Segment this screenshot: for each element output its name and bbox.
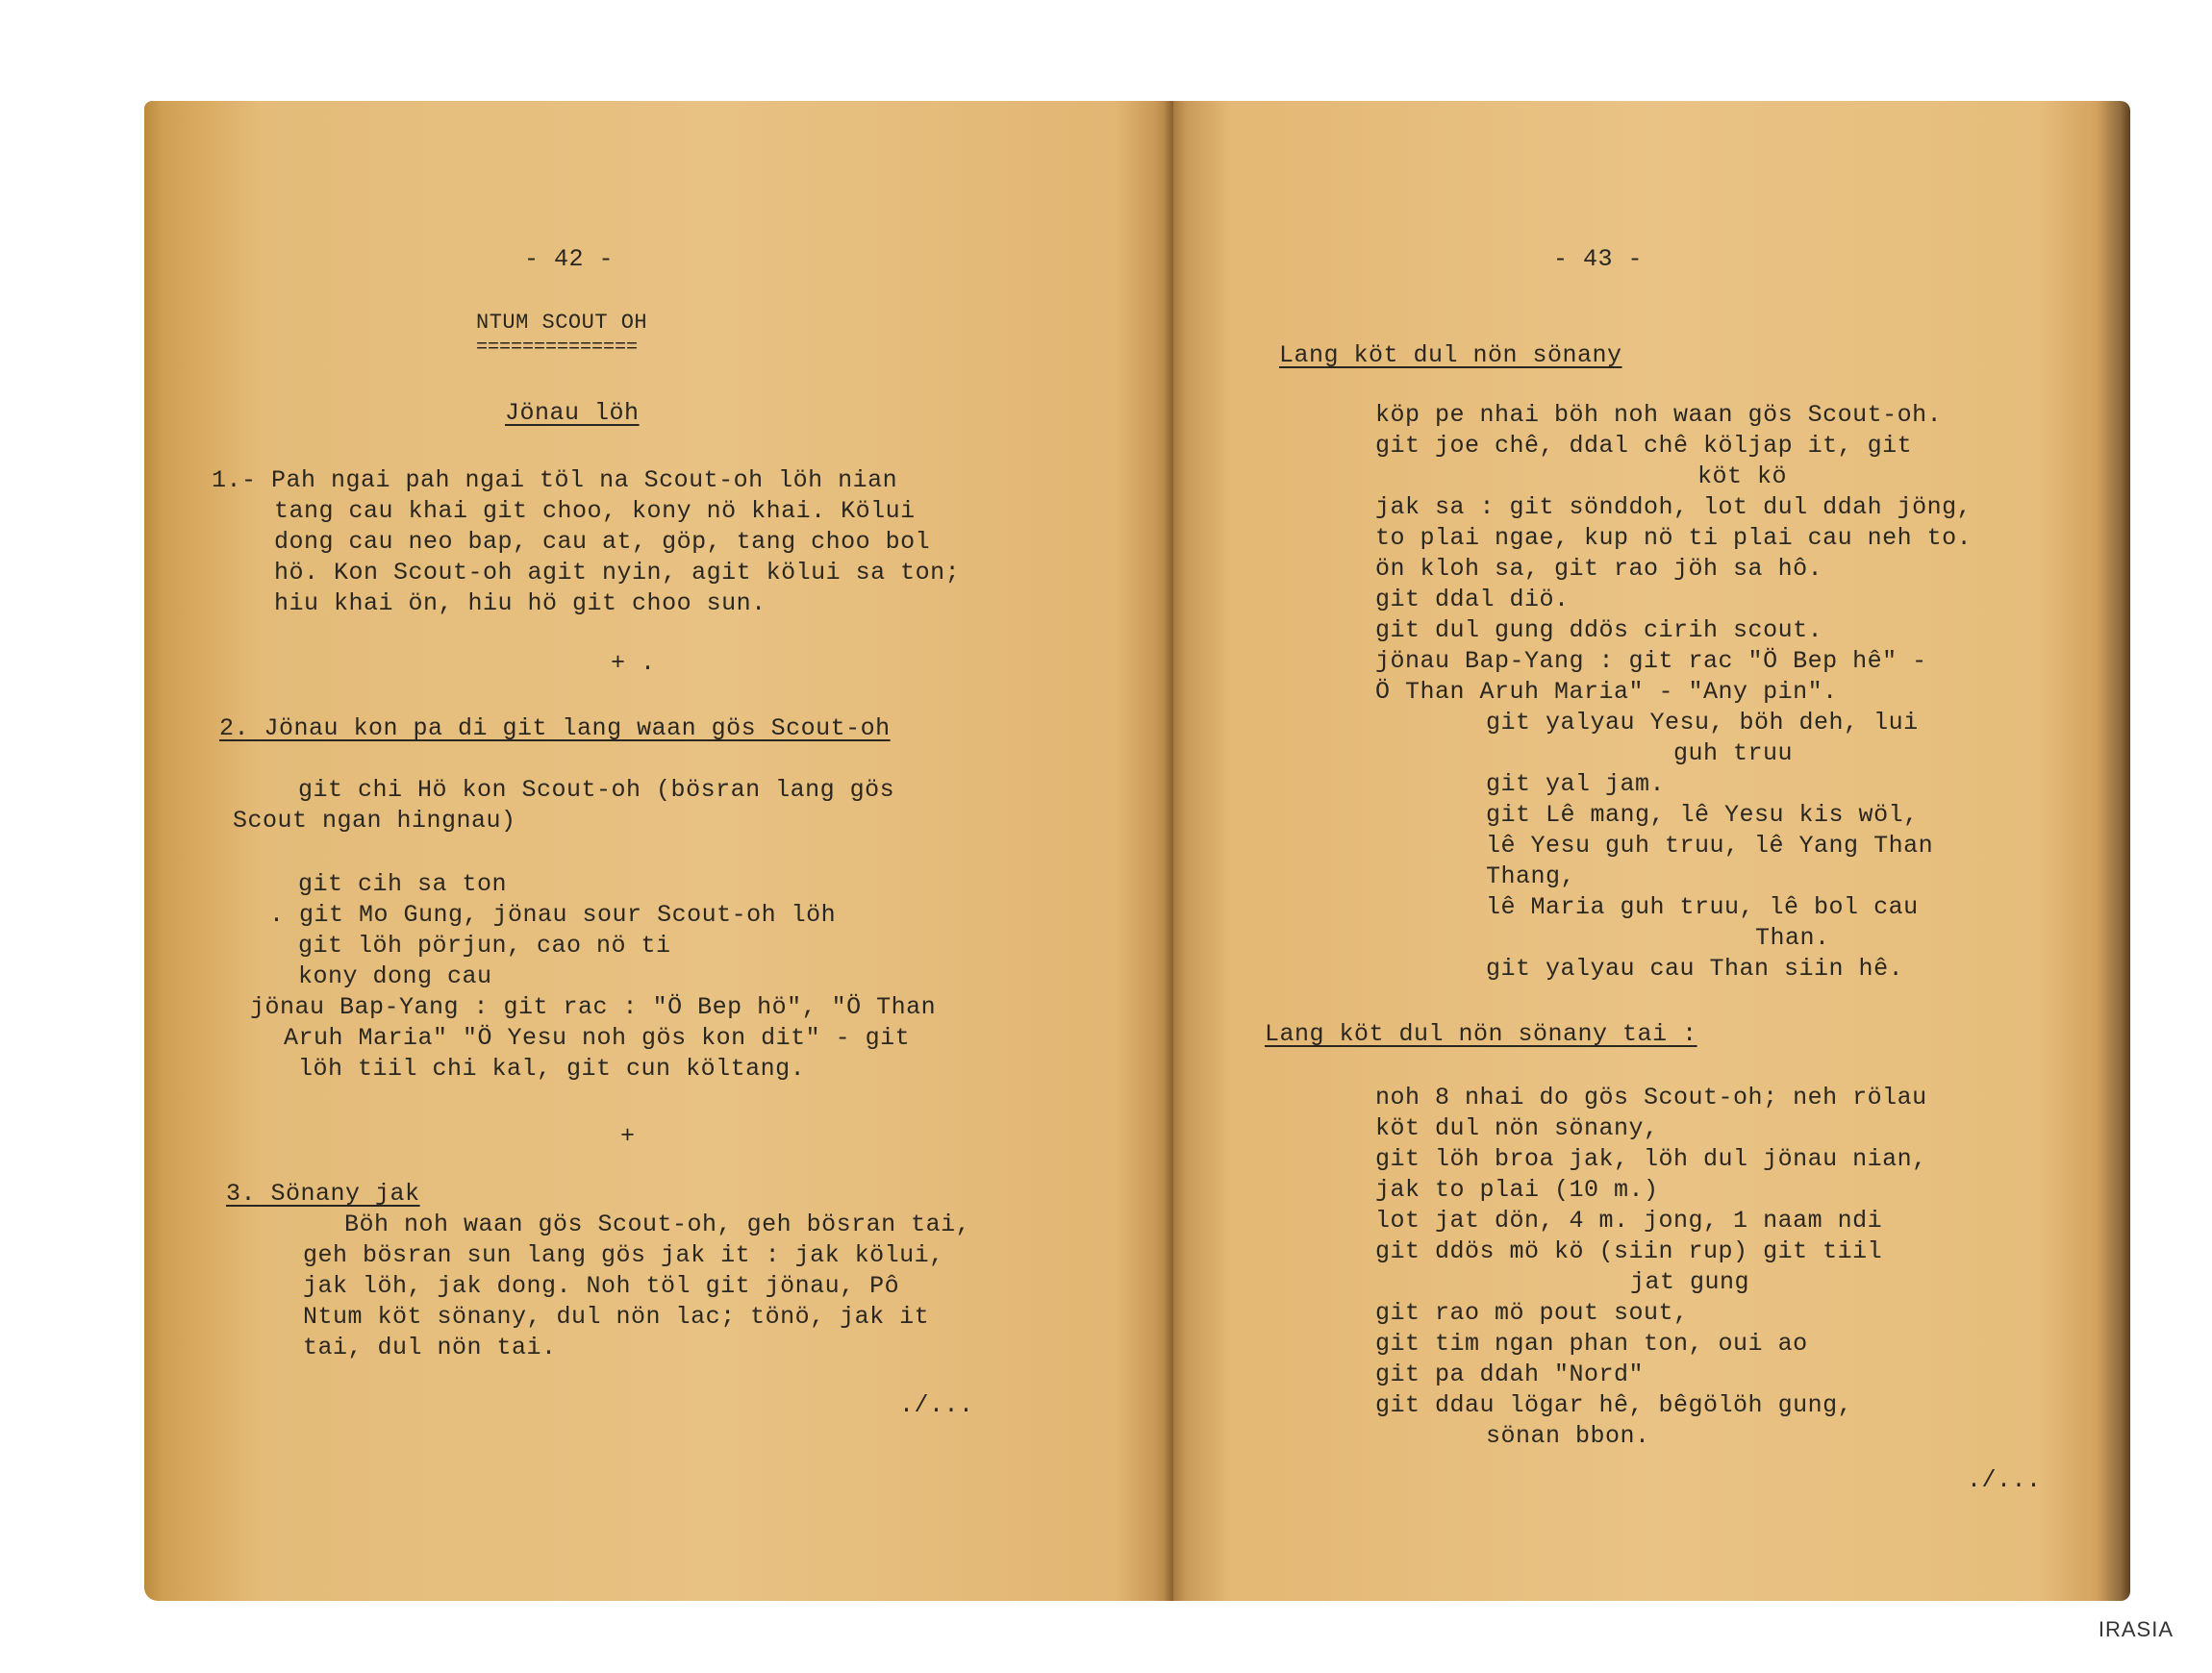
text-line: git yalyau cau Than siin hê.	[1486, 955, 1904, 983]
text-line: . git Mo Gung, jönau sour Scout-oh löh	[269, 901, 837, 929]
text-line: tai, dul nön tai.	[303, 1334, 557, 1361]
continue-mark: ./...	[1967, 1466, 2042, 1494]
text-line: Thang,	[1486, 862, 1576, 890]
text-line: git rao mö pout sout,	[1375, 1299, 1689, 1327]
text-line: git tim ngan phan ton, oui ao	[1375, 1330, 1808, 1358]
text-line: git joe chê, ddal chê köljap it, git	[1375, 432, 1913, 460]
left-page	[144, 101, 1173, 1601]
text-line: lot jat dön, 4 m. jong, 1 naam ndi	[1375, 1207, 1883, 1235]
text-line: löh tiil chi kal, git cun költang.	[298, 1055, 806, 1083]
text-line: git ddau lögar hê, bêgölöh gung,	[1375, 1391, 1853, 1419]
text-line: jönau Bap-Yang : git rac : "Ö Bep hö", "Ö Than	[250, 993, 937, 1021]
text-line: köp pe nhai böh noh waan gös Scout-oh.	[1375, 401, 1943, 429]
continue-mark: ./...	[899, 1391, 974, 1419]
watermark: IRASIA	[2098, 1617, 2174, 1641]
text-line: git chi Hö kon Scout-oh (bösran lang gös	[298, 776, 895, 804]
text-line: jak löh, jak dong. Noh töl git jönau, Pô	[303, 1272, 900, 1300]
text-line: git yalyau Yesu, böh deh, lui	[1486, 709, 1919, 737]
text-line: lê Yesu guh truu, lê Yang Than	[1486, 832, 1934, 860]
text-line: sönan bbon.	[1486, 1422, 1650, 1450]
text-line: tang cau khai git choo, kony nö khai. Kölui	[274, 497, 916, 525]
text-line: Scout ngan hingnau)	[233, 807, 516, 835]
text-line: guh truu	[1673, 739, 1794, 767]
text-line: git Lê mang, lê Yesu kis wöl,	[1486, 801, 1919, 829]
page-number: - 43 -	[1553, 245, 1644, 273]
text-line: geh bösran sun lang gös jak it : jak kölui,	[303, 1241, 944, 1269]
section-heading: Lang köt dul nön sönany tai :	[1265, 1020, 1697, 1048]
text-line: git pa ddah "Nord"	[1375, 1361, 1645, 1388]
text-line: jönau Bap-Yang : git rac "Ö Bep hê" -	[1375, 647, 1927, 675]
section-heading: Lang köt dul nön sönany	[1279, 341, 1622, 369]
text-line: Ntum köt sönany, dul nön lac; tönö, jak it	[303, 1303, 930, 1331]
text-line: köt kö	[1697, 462, 1788, 490]
text-line: jak to plai (10 m.)	[1375, 1176, 1659, 1204]
text-line: kony dong cau	[298, 962, 492, 990]
text-line: Böh noh waan gös Scout-oh, geh bösran tai,	[344, 1211, 971, 1238]
text-line: git yal jam.	[1486, 770, 1666, 798]
text-line: git cih sa ton	[298, 870, 508, 898]
open-book	[144, 101, 2145, 1601]
text-line: 1.- Pah ngai pah ngai töl na Scout-oh löh nian	[212, 466, 898, 494]
page-number: - 42 -	[524, 245, 615, 273]
text-line: git ddal diö.	[1375, 586, 1570, 613]
text-line: lê Maria guh truu, lê bol cau	[1486, 893, 1919, 921]
section-heading: 2. Jönau kon pa di git lang waan gös Scout-oh	[219, 714, 891, 742]
text-line: Than.	[1755, 924, 1830, 952]
text-line: Aruh Maria" "Ö Yesu noh gös kon dit" - git	[284, 1024, 911, 1052]
text-line: dong cau neo bap, cau at, göp, tang choo bol	[274, 528, 931, 556]
section-heading: Jönau löh	[505, 399, 640, 427]
text-line: jak sa : git sönddoh, lot dul ddah jöng,	[1375, 493, 1973, 521]
text-line: git löh pörjun, cao nö ti	[298, 932, 671, 960]
right-page	[1173, 101, 2130, 1601]
text-line: git löh broa jak, löh dul jönau nian,	[1375, 1145, 1927, 1173]
page-title: NTUM SCOUT OH	[476, 311, 648, 335]
text-line: ön kloh sa, git rao jöh sa hô.	[1375, 555, 1823, 583]
text-line: git dul gung ddös cirih scout.	[1375, 616, 1823, 644]
text-line: noh 8 nhai do gös Scout-oh; neh rölau	[1375, 1084, 1927, 1111]
text-line: jat gung	[1630, 1268, 1750, 1296]
text-line: hiu khai ön, hiu hö git choo sun.	[274, 589, 767, 617]
separator: +	[620, 1122, 636, 1150]
text-line: Ö Than Aruh Maria" - "Any pin".	[1375, 678, 1838, 706]
text-line: to plai ngae, kup nö ti plai cau neh to.	[1375, 524, 1973, 552]
text-line: hö. Kon Scout-oh agit nyin, agit kölui sa ton;	[274, 559, 961, 587]
title-rule: ==============	[476, 337, 639, 359]
text-line: git ddös mö kö (siin rup) git tiil	[1375, 1237, 1883, 1265]
section-heading: 3. Sönany jak	[226, 1180, 420, 1208]
text-line: köt dul nön sönany,	[1375, 1114, 1659, 1142]
separator: + .	[611, 649, 656, 677]
